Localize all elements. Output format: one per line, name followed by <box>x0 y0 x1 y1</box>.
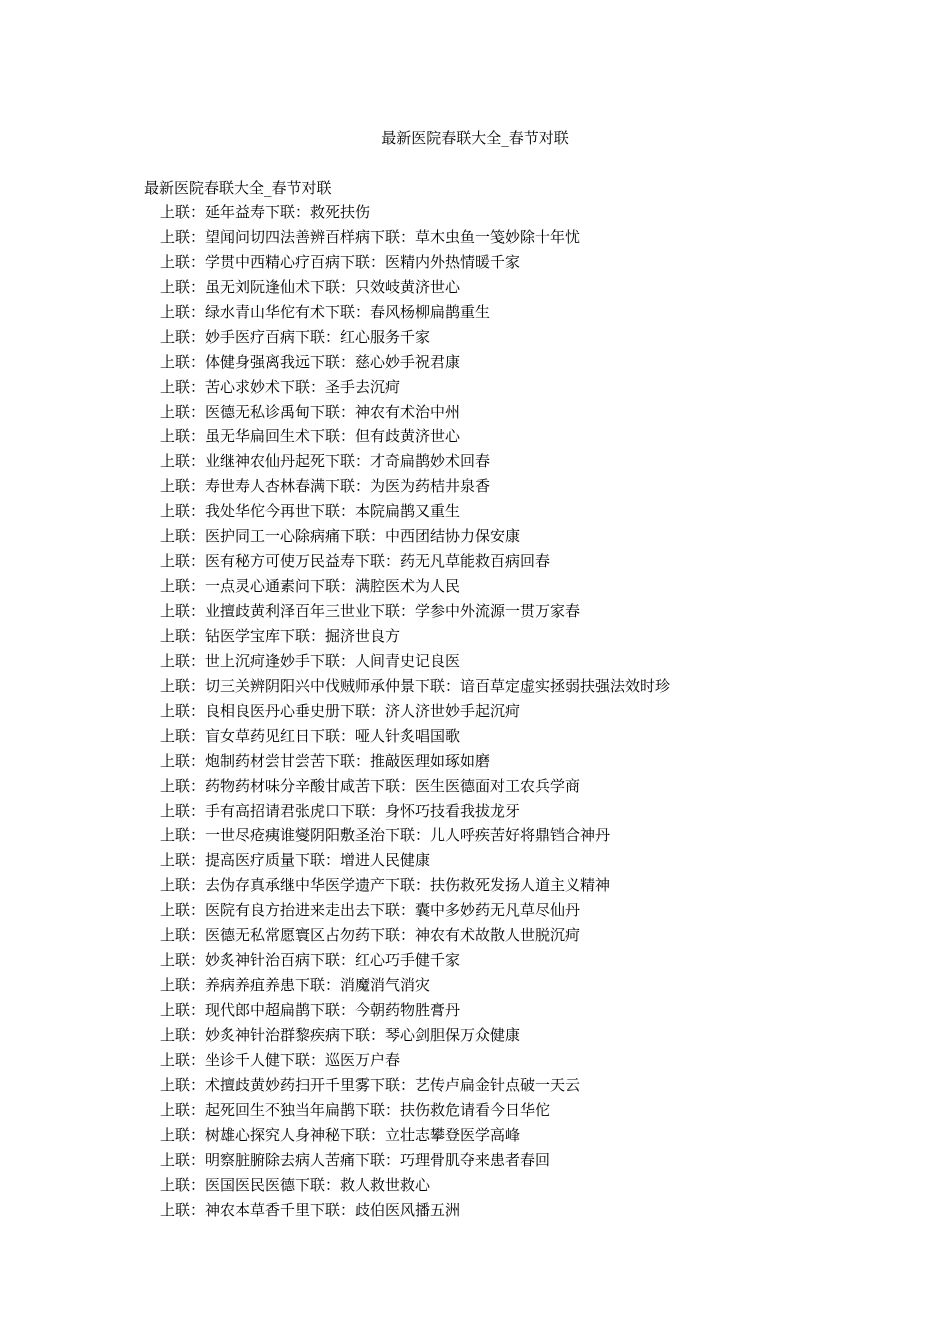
couplet-line: 上联：医国医民医德下联：救人救世救心 <box>160 1175 431 1194</box>
couplet-line: 上联：妙炙神针治群黎疾病下联：琴心剑胆保万众健康 <box>160 1025 521 1044</box>
couplet-line: 上联：现代郎中超扁鹊下联：今朝药物胜膏丹 <box>160 1001 461 1019</box>
couplet-line: 上联：明察脏腑除去病人苦痛下联：巧理骨肌夺来患者春回 <box>160 1150 551 1169</box>
couplet-line: 上联：良相良医丹心垂史册下联：济人济世妙手起沉疴 <box>160 701 521 720</box>
couplet-line: 上联：去伪存真承继中华医学遗产下联：扶伤救死发扬人道主义精神 <box>160 876 611 895</box>
couplet-line: 上联：延年益寿下联：救死扶伤 <box>160 203 371 221</box>
couplet-line: 上联：绿水青山华佗有术下联：春风杨柳扁鹊重生 <box>160 302 491 321</box>
couplet-line: 上联：养病养疽养患下联：消魔消气消灾 <box>160 976 431 995</box>
couplet-line: 上联：业继神农仙丹起死下联：才奇扁鹊妙术回春 <box>160 452 491 471</box>
couplet-line: 上联：医护同工一心除病痛下联：中西团结协力保安康 <box>160 527 521 546</box>
couplet-line: 上联：医有秘方可使万民益寿下联：药无凡草能救百病回春 <box>160 552 551 571</box>
couplet-line: 上联：体健身强离我远下联：慈心妙手祝君康 <box>160 352 461 371</box>
document-heading: 最新医院春联大全_春节对联 <box>144 179 332 197</box>
couplet-line: 上联：切三关辨阴阳兴中伐贼师承仲景下联：谙百草定虚实拯弱扶强法效时珍 <box>160 676 671 695</box>
couplet-line: 上联：寿世寿人杏林春满下联：为医为药桔井泉香 <box>160 477 491 496</box>
couplet-line: 上联：树雄心探究人身神秘下联：立壮志攀登医学高峰 <box>160 1125 521 1144</box>
couplet-line: 上联：一世尽疮痍谁燮阴阳敷圣治下联：儿人呼疾苦好将鼎铛合神丹 <box>160 826 611 845</box>
couplet-line: 上联：术擅歧黄妙药扫开千里雾下联：艺传卢扁金针点破一天云 <box>160 1075 581 1094</box>
couplet-line: 上联：盲女草药见红日下联：哑人针炙唱国歌 <box>160 726 461 745</box>
couplet-line: 上联：一点灵心通素问下联：满腔医术为人民 <box>160 577 461 596</box>
couplet-line: 上联：坐诊千人健下联：巡医万户春 <box>160 1050 401 1069</box>
couplet-line: 上联：学贯中西精心疗百病下联：医精内外热情暖千家 <box>160 252 521 271</box>
couplet-line: 上联：医院有良方抬进来走出去下联：囊中多妙药无凡草尽仙丹 <box>160 901 581 920</box>
couplet-line: 上联：炮制药材尝甘尝苦下联：推敲医理如琢如磨 <box>160 751 491 770</box>
couplet-line: 上联：苦心求妙术下联：圣手去沉疴 <box>160 377 401 396</box>
couplet-line: 上联：我处华佗今再世下联：本院扁鹊又重生 <box>160 502 461 521</box>
couplet-line: 上联：起死回生不独当年扁鹊下联：扶伤救危请看今日华佗 <box>160 1100 551 1119</box>
couplet-line: 上联：妙手医疗百病下联：红心服务千家 <box>160 327 431 346</box>
couplet-line: 上联：世上沉疴逢妙手下联：人间青史记良医 <box>160 651 461 670</box>
couplet-line: 上联：望闻问切四法善辨百样病下联：草木虫鱼一笺妙除十年忧 <box>160 227 581 246</box>
couplet-line: 上联：药物药材味分辛酸甘咸苦下联：医生医德面对工农兵学商 <box>160 776 581 795</box>
couplet-list <box>160 202 670 1224</box>
couplet-line: 上联：医德无私诊禹甸下联：神农有术治中州 <box>160 402 461 421</box>
couplet-line: 上联：虽无刘阮逢仙术下联：只效岐黄济世心 <box>160 277 461 296</box>
couplet-line: 上联：医德无私常愿寰区占勿药下联：神农有术故散人世脱沉疴 <box>160 926 581 945</box>
couplet-line: 上联：妙炙神针治百病下联：红心巧手健千家 <box>160 951 461 970</box>
couplet-line: 上联：钻医学宝库下联：掘济世良方 <box>160 626 401 645</box>
document-title: 最新医院春联大全_春节对联 <box>381 129 569 147</box>
couplet-line: 上联：神农本草香千里下联：歧伯医风播五洲 <box>160 1200 461 1219</box>
couplet-line: 上联：业擅歧黄利泽百年三世业下联：学参中外流源一贯万家春 <box>160 602 581 620</box>
couplet-line: 上联：手有高招请君张虎口下联：身怀巧技看我拔龙牙 <box>160 801 521 820</box>
couplet-line: 上联：提高医疗质量下联：增进人民健康 <box>160 851 431 870</box>
couplet-line: 上联：虽无华扁回生术下联：但有歧黄济世心 <box>160 427 461 446</box>
